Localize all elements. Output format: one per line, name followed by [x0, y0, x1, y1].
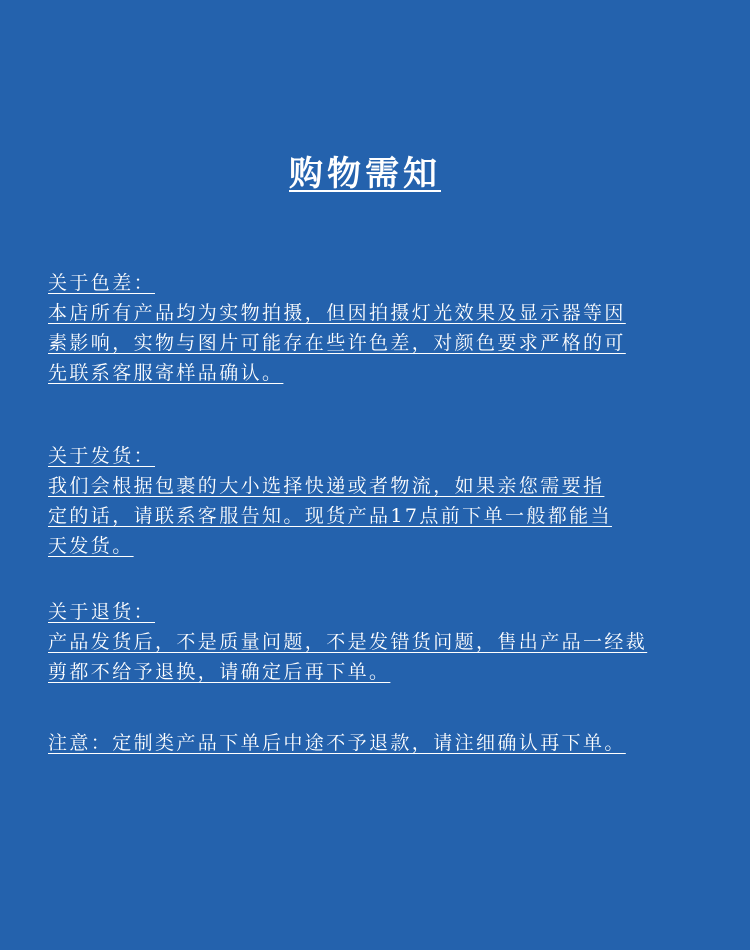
section-text-line: 先联系客服寄样品确认。 — [48, 362, 284, 384]
section-text-line: 剪都不给予退换，请确定后再下单。 — [48, 661, 391, 683]
section-text-line: 产品发货后，不是质量问题，不是发错货问题，售出产品一经裁 — [48, 631, 648, 653]
section-color-difference — [48, 268, 738, 388]
section-text-line: 我们会根据包裹的大小选择快递或者物流，如果亲您需要指 — [48, 475, 605, 497]
section-text-line: 本店所有产品均为实物拍摄，但因拍摄灯光效果及显示器等因 — [48, 302, 626, 324]
section-heading: 关于发货： — [48, 445, 156, 467]
section-heading: 关于色差： — [48, 272, 156, 294]
section-shipping — [48, 441, 738, 561]
section-heading: 关于退货： — [48, 601, 156, 623]
section-text-line: 注意：定制类产品下单后中途不予退款，请注细确认再下单。 — [48, 732, 626, 754]
section-custom-note — [48, 728, 738, 758]
section-text-line: 定的话，请联系客服告知。现货产品17点前下单一般都能当 — [48, 505, 612, 527]
section-text-line: 天发货。 — [48, 535, 134, 557]
section-text-line: 素影响，实物与图片可能存在些许色差，对颜色要求严格的可 — [48, 332, 626, 354]
page-title-text: 购物需知 — [289, 154, 441, 194]
section-returns — [48, 597, 738, 687]
page-title — [0, 151, 730, 197]
